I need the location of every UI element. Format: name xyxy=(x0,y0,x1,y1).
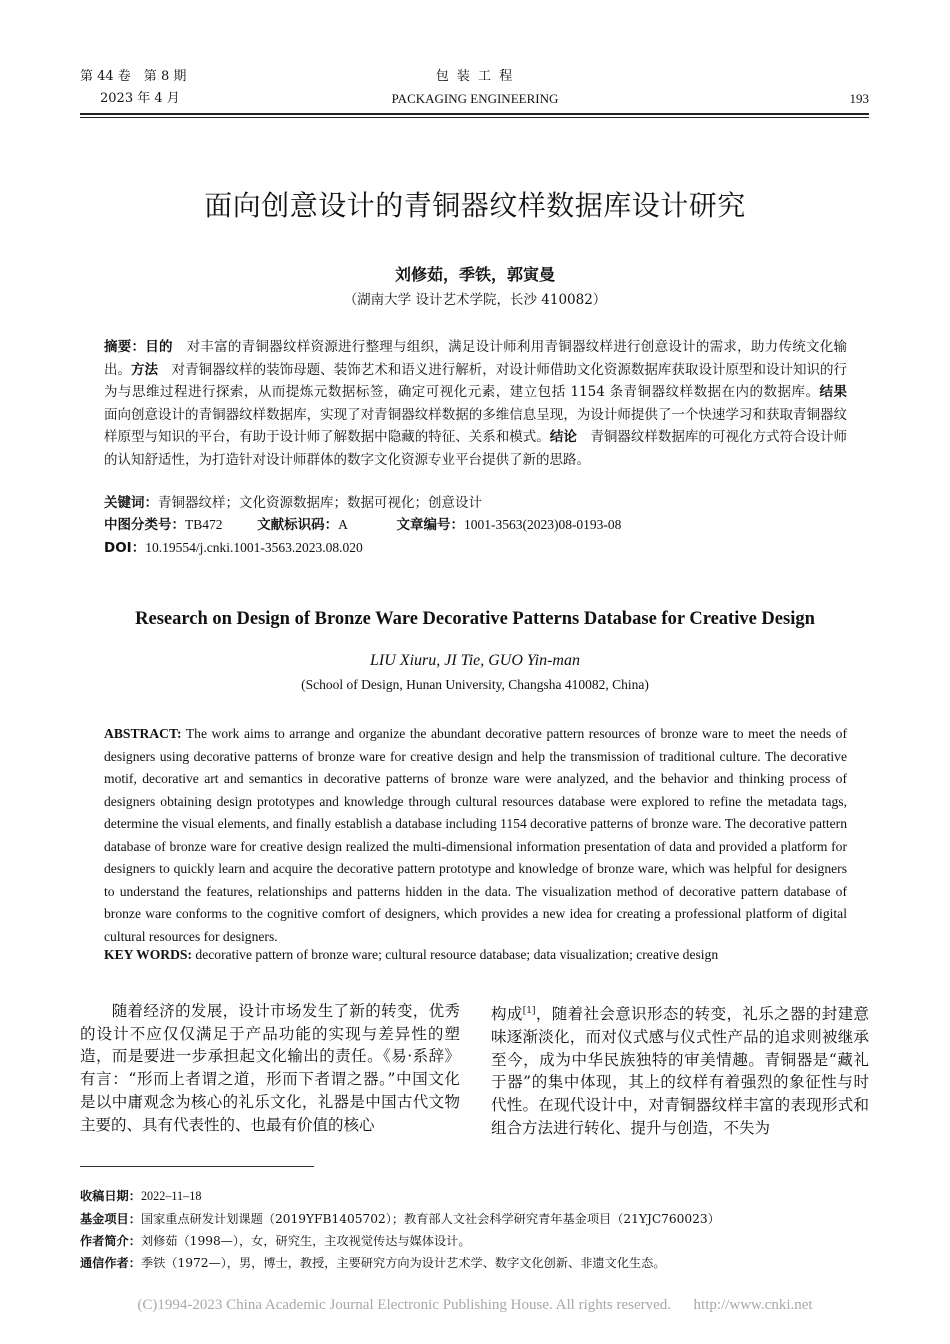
header-date: 2023 年 4 月 xyxy=(100,91,180,106)
clc-value: TB472 xyxy=(185,517,223,532)
abstract-cn xyxy=(104,336,847,472)
keywords-cn xyxy=(104,492,482,514)
article-number-label: 文章编号： xyxy=(396,517,464,533)
conclusion-label: 结论 xyxy=(549,429,577,446)
doc-code-value: A xyxy=(338,517,348,532)
corresponding-label: 通信作者： xyxy=(80,1256,141,1270)
affiliation: （湖南大学 设计艺术学院，长沙 410082） xyxy=(343,292,607,308)
method-text: 对青铜器纹样的装饰母题、装饰艺术和语义进行解析，对设计师借助文化资源数据库获取设计原型和设计知识的行为与思维过程进行探索，从而提炼元数据标签，确定可视化元素，建立包括 1154 条青铜器纹样数据在内的数据库。 xyxy=(104,361,848,401)
received-label: 收稿日期： xyxy=(80,1189,141,1203)
paper-title: 面向创意设计的青铜器纹样数据库设计研究 xyxy=(204,189,746,222)
header-rule-thick xyxy=(80,113,869,115)
abstract-en xyxy=(104,723,847,948)
classification-line xyxy=(104,514,864,536)
fund-label: 基金项目： xyxy=(80,1212,141,1226)
purpose-label: 目的 xyxy=(145,339,173,355)
abstract-label: 摘要： xyxy=(104,339,146,355)
received-value: 2022–11–18 xyxy=(140,1189,202,1203)
footnote-fund xyxy=(80,1210,880,1228)
author-value: 刘修茹（1998—），女，研究生，主攻视觉传达与媒体设计。 xyxy=(140,1234,471,1248)
footnote-corresponding xyxy=(80,1254,880,1272)
article-number-value: 1001-3563(2023)08-0193-08 xyxy=(463,517,622,532)
header-volume: 第 44 卷 第 8 期 xyxy=(80,69,187,84)
abstract-en-label: ABSTRACT: xyxy=(104,726,182,741)
header-journal-cn: 包 装 工 程 xyxy=(435,69,515,84)
keywords-cn-value: 青铜器纹样；文化资源数据库；数据可视化；创意设计 xyxy=(158,495,482,511)
result-text: 面向创意设计的青铜器纹样数据库，实现了对青铜器纹样数据的多维信息呈现，为设计师提供了一个快速学习和获取青铜器纹样原型与知识的平台，有助于设计师了解数据中隐藏的特征、关系和模式。 xyxy=(104,406,847,446)
clc-label: 中图分类号： xyxy=(104,517,185,533)
paper-title-en: Research on Design of Bronze Ware Decorative Patterns Database for Creative Design xyxy=(135,609,815,629)
doc-code-label: 文献标识码： xyxy=(257,517,339,533)
fund-value: 国家重点研发计划课题（2019YFB1405702）；教育部人文社会科学研究青年基金项目（21YJC760023） xyxy=(140,1212,720,1226)
keywords-en-label: KEY WORDS: xyxy=(104,947,192,962)
body-column-right xyxy=(491,1000,869,1139)
footnote-rule xyxy=(80,1166,314,1167)
keywords-en-value: decorative pattern of bronze ware; cultural resource database; data visualization; creative design xyxy=(195,947,719,962)
header-rule-thin xyxy=(80,117,869,118)
header-page-number: 193 xyxy=(849,91,869,106)
citation-ref[interactable]: [1] xyxy=(522,1006,536,1016)
body-column-left: 随着经济的发展，设计市场发生了新的转变，优秀的设计不应仅仅满足于产品功能的实现与差异性的塑造，而是要进一步承担起文化输出的责任。《易·系辞》有言：“形而上者谓之道，形而下者谓之器。”中国文化是以中庸观念为核心的礼乐文化，礼器是中国古代文物主要的、具有代表性的、也最有价值的核心 xyxy=(80,1002,460,1134)
authors: 刘修茹，季铁，郭寅曼 xyxy=(394,265,555,284)
doi-line xyxy=(104,537,363,559)
header-journal-en: PACKAGING ENGINEERING xyxy=(391,91,559,106)
footnote-received xyxy=(80,1187,880,1205)
doi-label: DOI： xyxy=(104,540,146,556)
affiliation-en: (School of Design, Hunan University, Changsha 410082, China) xyxy=(301,677,649,692)
body-col2-rest: ，随着社会意识形态的转变，礼乐之器的封建意味逐渐淡化，而对仪式感与仪式性产品的追求则被继承至今，成为中华民族独特的审美情趣。青铜器是“藏礼于器”的集中体现，其上的纹样有着强烈的象征性与时代性。在现代设计中，对青铜器纹样丰富的表现形式和组合方法进行转化、提升与创造，不失为 xyxy=(491,1005,869,1137)
keywords-cn-label: 关键词： xyxy=(104,495,158,511)
corresponding-value: 季铁（1972—），男，博士，教授，主要研究方向为设计艺术学、数字文化创新、非遗文化生态。 xyxy=(140,1256,666,1270)
cnki-watermark: (C)1994-2023 China Academic Journal Electronic Publishing House. All rights reserved. http://www.cnki.net xyxy=(137,1297,813,1313)
authors-en: LIU Xiuru, JI Tie, GUO Yin-man xyxy=(370,652,580,669)
doi-value[interactable]: 10.19554/j.cnki.1001-3563.2023.08.020 xyxy=(145,540,363,555)
author-label: 作者简介： xyxy=(80,1234,141,1248)
abstract-en-text: The work aims to arrange and organize the abundant decorative pattern resources of bronze ware to meet the needs of designers using decorative patterns of bronze ware for creative design and help the transmission of traditional culture. The decorative motif, decorative art and semantics in decorative patterns of bronze ware were analyzed, and the behavior and thinking process of designers obtaining design prototypes and knowledge through cultural resources database were explored to refine the metadata tags, determine the visual elements, and finally establish a database including 1154 decorative patterns of bronze ware. The decorative pattern database of bronze ware for creative design realized the multi-dimensional information presentation of data and provided a platform for designers to quickly learn and acquire the decorative pattern prototype and knowledge of bronze ware, which was helpful for designers to understand the features, relationships and patterns hidden in the data. The visualization method of decorative pattern database of bronze ware conforms to the cognitive comfort of designers, which provides a new idea for creating a professional platform of digital cultural resources for designers. xyxy=(104,726,847,944)
conclusion-text: 青铜器纹样数据库的可视化方式符合设计师的认知舒适性，为打造针对设计师群体的数字文化资源专业平台提供了新的思路。 xyxy=(104,429,848,468)
footnote-author xyxy=(80,1232,880,1250)
purpose-text: 对丰富的青铜器纹样资源进行整理与组织，满足设计师利用青铜器纹样进行创意设计的需求，助力传统文化输出。 xyxy=(104,339,848,378)
result-label: 结果 xyxy=(819,384,848,401)
body-col2-start: 构成 xyxy=(491,1005,523,1024)
keywords-en xyxy=(104,947,864,963)
method-label: 方法 xyxy=(131,361,159,378)
